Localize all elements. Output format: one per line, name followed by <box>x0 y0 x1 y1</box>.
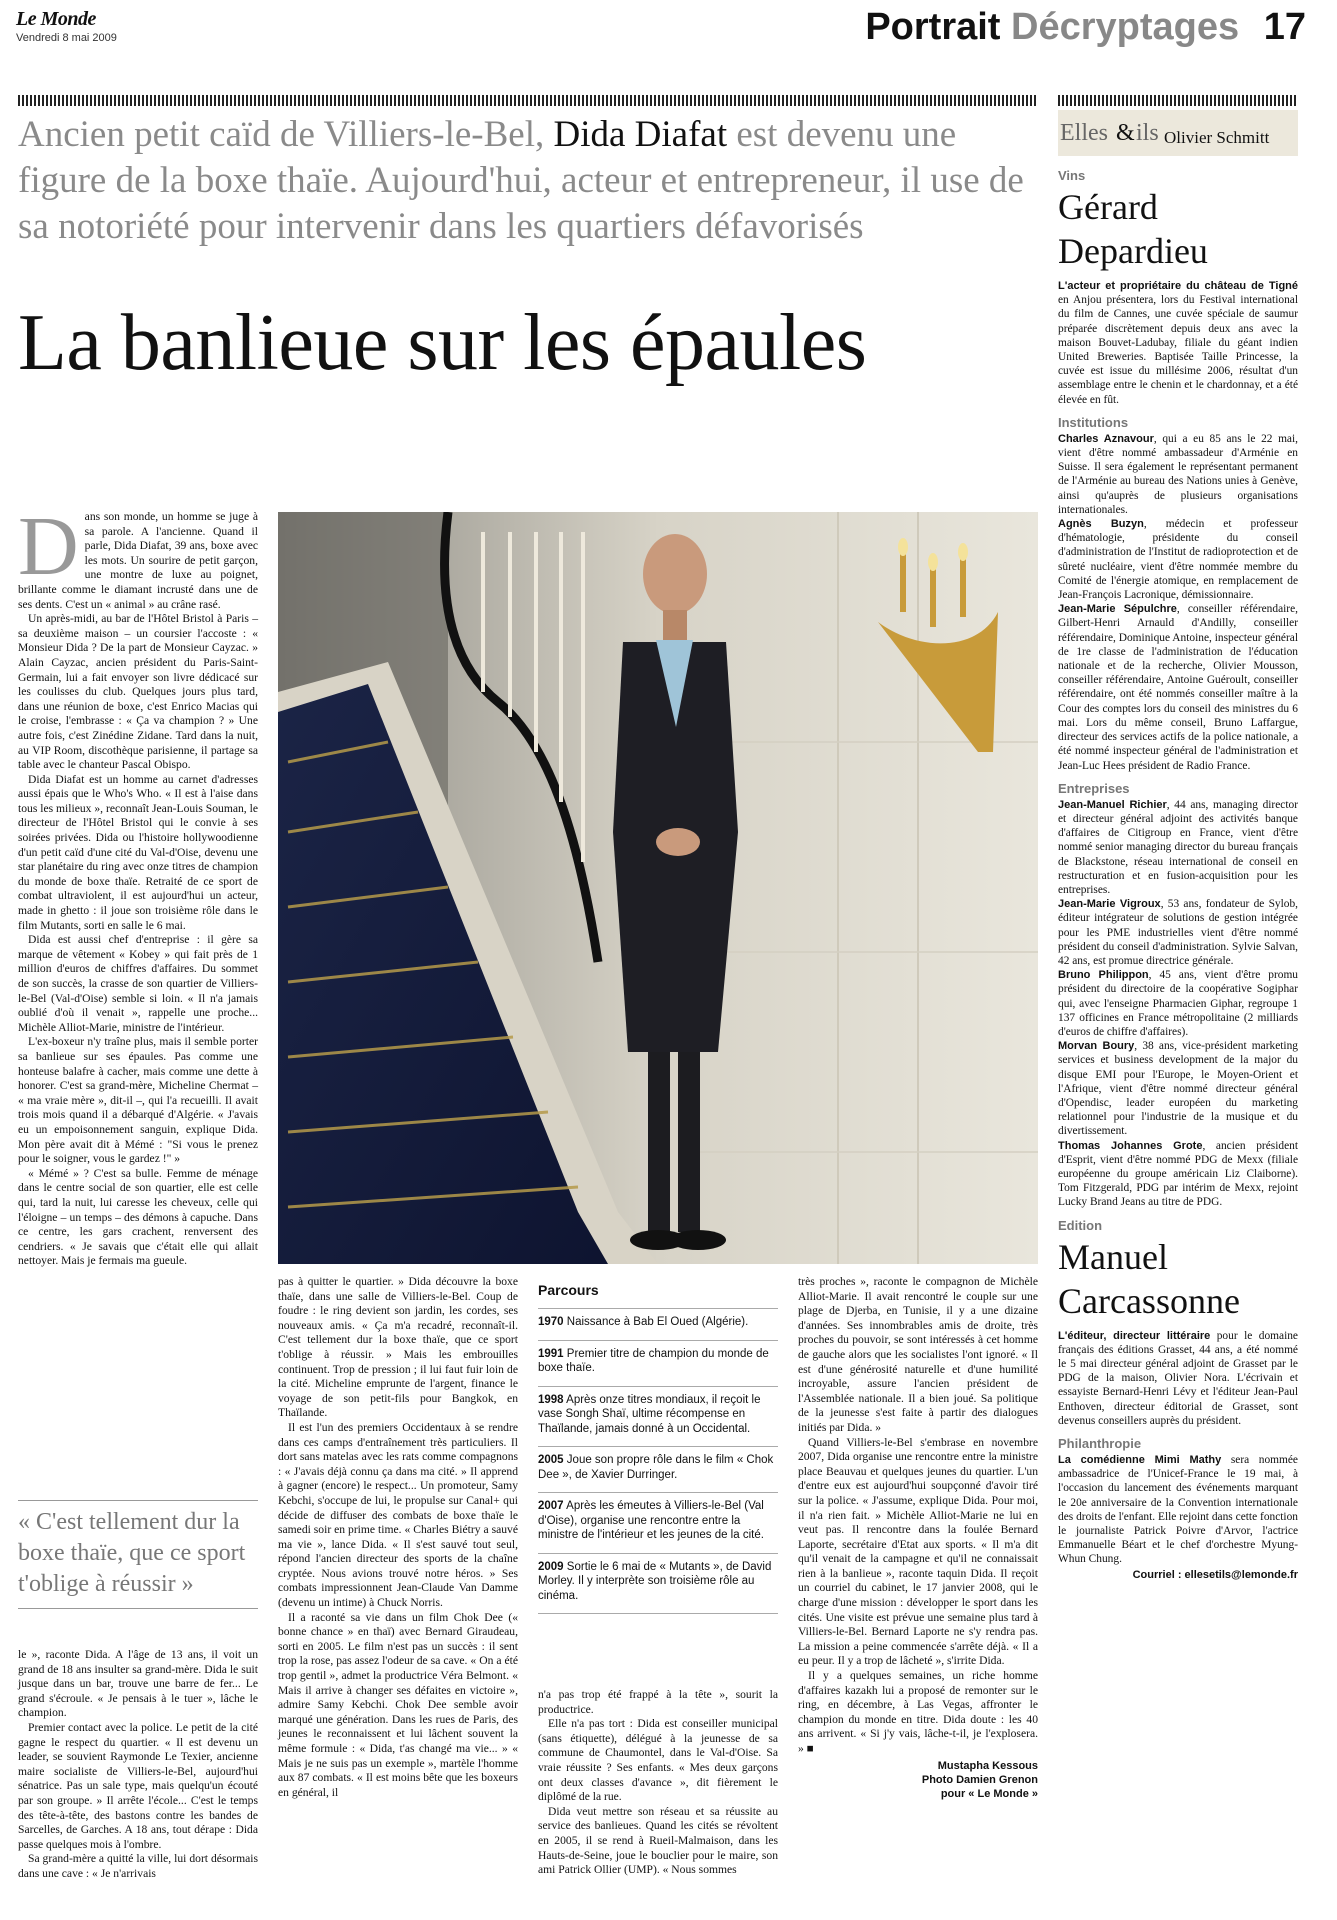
logo: Le Monde <box>16 8 96 30</box>
article-deck <box>18 112 1028 250</box>
brief-text: , conseiller référendaire, Gilbert-Henri Arnauld d'Andilly, conseiller référendaire, Dominique Antoine, inspecteur général de 1re classe de l'administration de l'éducation nationale et de la recherche, Olivier Mousson, conseiller référendaire, Antoine Guéroult, conseiller référendaire, ont été nommés conseiller maître à la Cour des comptes lors du conseil des ministres du 6 mai. Lors du même conseil, Bruno Laffargue, directeur des services actifs de la police nationale, a été nommé inspecteur général de l'administration et Jean-Luc Hees président de Radio France. <box>1058 603 1298 772</box>
section-label-institutions: Institutions <box>1058 414 1129 430</box>
article-column-1 <box>18 500 258 1269</box>
parcours-item <box>538 1340 778 1386</box>
parcours-text: Après onze titres mondiaux, il reçoit le vase Songh Shaï, ultime récompense en Thaïlande, jamais donné à un Occidental. <box>538 1393 761 1435</box>
paragraph: Il y a quelques semaines, un riche homme d'affaires kazakh lui a proposé de remonter sur le ring, en décembre, à Las Vegas, affronter le champion du monde en titre. Dida doute : les 40 ans arrivent. « Si j'y vais, lâche-t-il, je l'explosera. » ■ <box>798 1669 1038 1755</box>
parcours-year: 2007 <box>538 1500 564 1512</box>
paragraph: n'a pas trop été frappé à la tête », sourit la productrice. <box>538 1688 778 1716</box>
vins-text: en Anjou présentera, lors du Festival international du film de Cannes, une cuvée spéciale de saumur préparée discrètement depuis deux ans avec la maison Bouvet-Ladubay, filiale du géant indien United Breweries. Baptisée Taille Princesse, la cuvée est issue du millésime 2006, résultat d'un assemblage entre le chenin et le chardonnay, et a été élevée en fût. <box>1058 294 1298 406</box>
entreprises-body <box>1058 798 1298 1210</box>
vins-lead: L'acteur et propriétaire du château de Tigné <box>1058 280 1298 292</box>
parcours-item <box>538 1446 778 1492</box>
masthead <box>16 8 1306 56</box>
brief-text: , 44 ans, managing director et directeur général adjoint des activités banque d'affaires de Citigroup en France, vient d'être nommé senior managing director du bureau français de Blackstone, réseau international de conseil en restructuration et en fusion-acquisition pour les entreprises. <box>1058 798 1298 896</box>
edition-text: pour le domaine français des éditions Grasset, 44 ans, a été nommé le 5 mai directeur général adjoint de Grasset par le PDG de la maison, Olivier Nora. L'écrivain et essayiste Bernard-Henri Lévy et l'éditeur Jean-Paul Enthoven, directeur éditorial de Grasset, sont devenus conseillers auprès du président. <box>1058 1329 1298 1427</box>
institutions-body <box>1058 432 1298 773</box>
edition-name: Manuel Carcassonne <box>1058 1236 1240 1321</box>
brief-item <box>1058 897 1298 968</box>
parcours-item <box>538 1308 778 1340</box>
brief-item <box>1058 432 1298 517</box>
brief-item <box>1058 968 1298 1039</box>
brand-amp: & <box>1116 120 1135 146</box>
vins-body <box>1058 279 1298 407</box>
pull-quote <box>18 1500 258 1609</box>
paragraph: Dida Diafat est un homme au carnet d'adresses aussi épais que le Who's Who. « Il est à l'aise dans tous les milieux », reconnaît Jean-Louis Souman, le directeur de l'Hôtel Bristol qui le convie à ses soirées privées. Dida ou l'histoire hollywoodienne d'un petit caïd d'une cité du Val-d'Oise, devenu une star planétaire du ring avec onze titres de champion du monde de boxe thaïe. Retraité de ce sport de combat ultraviolent, il est aujourd'hui un acteur, made in ghetto : il joue son troisième rôle dans le film Mutants, sorti en salle le 6 mai. <box>18 772 258 932</box>
philanthropie-lead: La comédienne Mimi Mathy <box>1058 1454 1222 1467</box>
paragraph: « Mémé » ? C'est sa bulle. Femme de ménage dans le centre social de son quartier, elle est celle qui, tard la nuit, lui caresse les cheveux, celle qui l'éloigne – un temps – des démons à capuche. Dans ce centre, les gars crachent, renversent des cendriers. « Je savais que c'était elle qui allait nettoyer. Mais je fermais ma gueule. <box>18 1166 258 1268</box>
brief-text: , ancien président d'Esprit, vient d'être nommé PDG de Mexx (filiale européenne du groupe américain Liz Claiborne). Tom Fitzgerald, PDG par intérim de Mexx, rejoint Lucky Brand Jeans au titre de PDG. <box>1058 1139 1298 1209</box>
paragraph: Il a raconté sa vie dans un film Chok Dee (« bonne chance » en thaï) avec Bernard Giraudeau, sorti en 2005. Le film n'est pas un succès : il sent trop la rose, pas assez l'odeur de sa cave. « On a été trop gentil », admet la productrice Véra Belmont. « Mais il arrive à changer ses défaites en victoire », admire Samy Kebchi. Chok Dee semble avoir marqué une génération. Dans les rues de Paris, des jeunes le reconnaissent et lui lâchent souvent la même formule : « Dida, t'as changé ma vie... » « Mais je ne suis pas un exemple », martèle l'homme aux 87 combats. « Il est moins bête que les boxeurs en général, il <box>278 1610 518 1799</box>
parcours-text: Sortie le 6 mai de « Mutants », de David Morley. Il y interprète son troisième rôle au cinéma. <box>538 1560 772 1602</box>
brief-name: Jean-Marie Vigroux <box>1058 898 1161 911</box>
page-number: 17 <box>1263 6 1306 48</box>
article-column-2 <box>278 1275 518 1800</box>
sidebar-banner <box>1058 110 1298 156</box>
section-header <box>865 6 1306 49</box>
paragraph: Un après-midi, au bar de l'Hôtel Bristol à Paris – sa deuxième maison – un coursier l'accoste : « Monsieur Dida ? De la part de Monsieur Cayzac. » Alain Cayzac, ancien président du Paris-Saint-Germain, lui a fait envoyer son livre dédicacé sur les coulisses du club. Quelques jours plus tard, dans une réunion de boxe, c'est Enrico Macias qui le croise, l'embrasse : « Ça va champion ? » Une autre fois, c'est Zinédine Zidane. Tard dans la nuit, au VIP Room, discothèque parisienne, il partage sa table avec le chanteur Pascal Obispo. <box>18 612 258 772</box>
section-decryptages: Décryptages <box>1011 6 1240 48</box>
brief-item <box>1058 602 1298 772</box>
article-column-3b <box>538 1688 778 1878</box>
byline <box>798 1759 1038 1801</box>
courriel-link[interactable]: Courriel : ellesetils@lemonde.fr <box>1132 1568 1298 1581</box>
philanthropie-body <box>1058 1453 1298 1567</box>
dropcap: D <box>18 500 79 593</box>
section-label-edition: Edition <box>1058 1217 1103 1233</box>
brief-item <box>1058 517 1298 602</box>
portrait-photo <box>278 512 1038 1264</box>
brief-name: Jean-Manuel Richier <box>1058 798 1167 811</box>
paragraph: Dida est aussi chef d'entreprise : il gère sa marque de vêtement « Kobey » qui fait près de 1 million d'euros de chiffres d'affaires. Du sommet de son succès, la crasse de son quartier de Villiers-le-Bel (Val-d'Oise) semble si loin. « Il n'a jamais oublié d'où il venait », rappelle une proche... Michèle Alliot-Marie, ministre de l'intérieur. <box>18 933 258 1034</box>
parcours-year: 2009 <box>538 1560 564 1573</box>
issue-date: Vendredi 8 mai 2009 <box>16 32 117 44</box>
paragraph: Quand Villiers-le-Bel s'embrase en novembre 2007, Dida organise une rencontre entre la ministre place Beauvau et quelques jeunes du quartier. L'un d'entre eux est aujourd'hui soupçonné d'avoir tiré sur la police. « J'assume, explique Dida. Pour moi, il n'a rien fait. » Michèle Alliot-Marie ne lui en veut pas. Il rencontre dans la foulée Bernard Laporte, secrétaire d'Etat aux sports. « Il m'a dit qu'il venait de la campagne et qu'il ne connaissait rien à la banlieue », raconte taquin Dida. Il reçoit un courriel du cabinet, le 17 janvier 2008, qui le charge d'une mission : développer le sport dans les cités. Une visite est prévue une semaine plus tard à Villiers-le-Bel. Bernard Laporte ne s'y rendra pas. La mission a peine commencée s'arrête déjà. « Il a eu peur. Il y a trop de lâcheté », s'irrite Dida. <box>798 1435 1038 1668</box>
brand-ils: ils <box>1136 120 1159 146</box>
parcours-text: Naissance à Bab El Oued (Algérie). <box>566 1316 749 1328</box>
edition-lead: L'éditeur, directeur littéraire <box>1058 1329 1211 1342</box>
parcours-item <box>538 1386 778 1447</box>
sidebar <box>1058 110 1298 1581</box>
brief-name: Charles Aznavour <box>1058 432 1154 445</box>
parcours-text: Après les émeutes à Villiers-le-Bel (Val d'Oise), organise une rencontre entre la ministre de l'intérieur et les jeunes de la cité. <box>538 1500 764 1541</box>
brand-elles: Elles <box>1060 120 1108 146</box>
brief-name: Bruno Philippon <box>1058 969 1149 982</box>
brief-name: Thomas Johannes Grote <box>1058 1139 1203 1152</box>
parcours-year: 1991 <box>538 1347 564 1360</box>
brief-item <box>1058 1039 1298 1138</box>
brief-name: Jean-Marie Sépulchre <box>1058 603 1177 616</box>
section-label-entreprises: Entreprises <box>1058 780 1130 796</box>
sidebar-author: Olivier Schmitt <box>1164 128 1270 147</box>
brief-item <box>1058 798 1298 897</box>
section-label-vins: Vins <box>1058 168 1086 183</box>
paragraph: Sa grand-mère a quitté la ville, lui dort désormais dans une cave : « Je n'arrivais <box>18 1852 258 1880</box>
philanthropie-text: sera nommée ambassadrice de l'Unicef-France le 19 mai, à l'occasion du lancement des événements marquant le 20e anniversaire de la Convention internationale des droits de l'enfant. Elle rejoint dans cette fonction le journaliste Patrick Poivre d'Arvor, l'actrice Emmanuelle Béart et le chef d'orchestre Myung-Whun Chung. <box>1058 1454 1298 1566</box>
parcours-box <box>538 1282 778 1614</box>
parcours-year: 1970 <box>538 1316 564 1328</box>
parcours-item <box>538 1553 778 1615</box>
deck-intro: Ancien petit caïd de Villiers-le-Bel, <box>18 114 554 155</box>
paragraph: Dida veut mettre son réseau et sa réussite au service des banlieues. Quand les cités se révoltent en 2005, il se rend à Rueil-Malmaison, dans les Hauts-de-Seine, joue le bouclier pour le maire, son ami Patrick Ollier (UMP). « Nous sommes <box>538 1804 778 1877</box>
paragraph: pas à quitter le quartier. » Dida découvre la boxe thaïe, dans une salle de Villiers-le-Bel. Coup de foudre : le ring devient son jardin, les cordes, ses nouveaux amis. « Ça m'a recadré, reconnaît-il. C'est tellement dur la boxe thaïe, que ce sport t'oblige à réussir. » Mais les embrouilles continuent. Trop de pression ; il lui faut fuir loin de la cité. Micheline emprunte de l'argent, finance le voyage de son petit-fils pour Bangkok, en Thaïlande. <box>278 1275 518 1420</box>
photo-credit: Photo Damien Grenon <box>921 1773 1038 1786</box>
paragraph: L'ex-boxeur n'y traîne plus, mais il semble porter sa banlieue sur ses épaules. Pas comme une honteuse balafre à cacher, mais comme une dette à honorer. C'est sa grand-mère, Micheline Chermat – « ma vraie mère », dit-il –, qui l'a recueilli. Il avait trois mois quand il a débarqué d'Algérie. « J'avais eu un empoisonnement sanguin, explique Dida. Mon père avait dit à Mémé : "Si vous le prenez pour le soigner, vous le gardez !" » <box>18 1035 258 1166</box>
edition-body <box>1058 1329 1298 1428</box>
article-column-4 <box>798 1275 1038 1801</box>
brief-text: , qui a eu 85 ans le 22 mai, vient d'être nommé ambassadeur d'Arménie en Suisse. Il sera également le représentant permanent de l'Arménie au bureau des Nations unies à Genève, ainsi qu'auprès de plusieurs organisations internationales. <box>1058 432 1298 516</box>
brief-text: , médecin et professeur d'hématologie, présidente du conseil d'administration de l'Institut de radioprotection et de sûreté nucléaire, vient d'être nommée membre du Comité de l'énergie atomique, en remplacement de Jean-François Lacronique, démissionnaire. <box>1058 518 1298 602</box>
parcours-text: Premier titre de champion du monde de boxe thaïe. <box>538 1347 769 1374</box>
parcours-title: Parcours <box>538 1282 599 1298</box>
vins-name: Gérard Depardieu <box>1058 187 1208 271</box>
headline: La banlieue sur les épaules <box>18 299 867 387</box>
parcours-item <box>538 1492 778 1553</box>
parcours-year: 1998 <box>538 1393 564 1406</box>
sidebar-hatch-rule <box>1058 95 1298 106</box>
brief-text: , 38 ans, vice-président marketing services et business development de la major du disque EMI pour l'Europe, le Moyen-Orient et l'Afrique, vient d'être nommé directeur général d'Opendisc, leader européen du marketing relationnel pour l'industrie de la musique et du divertissement. <box>1058 1040 1298 1138</box>
brief-text: , 53 ans, fondateur de Sylob, éditeur intégrateur de solutions de gestion intégrée pour les PME industrielles vient d'être nommé président du conseil d'administration. Sylvie Salvan, 42 ans, est promue directrice générale. <box>1058 898 1299 967</box>
paragraph: très proches », raconte le compagnon de Michèle Alliot-Marie. Il avait rencontré le couple sur une plage de Djerba, en Tunisie, il y a une dizaine d'années. Ses innombrables amis de droite, très proches du pouvoir, se sont intéressés à cet homme de gauche alors que les socialistes l'ont ignoré. « Il est d'une générosité naturelle et d'une humilité incroyable, assure l'ancien président de l'Assemblée nationale. Il a bien joué. Sa politique de la jeunesse s'est faite à partir des dialogues initiés par Dida. » <box>798 1275 1038 1434</box>
brief-name: Agnès Buzyn <box>1058 518 1144 531</box>
brief-name: Morvan Boury <box>1058 1040 1135 1053</box>
deck-rest: est devenu une figure de la boxe thaïe. Aujourd'hui, acteur et entrepreneur, il use de sa notoriété pour intervenir dans les quartiers défavorisés <box>18 114 1024 247</box>
paragraph: le », raconte Dida. A l'âge de 13 ans, il voit un grand de 18 ans insulter sa grand-mère. Dida le suit jusque dans un bar, trouve une barre de fer... Le grand s'écroule. « Je pensais à le tuer », lâche le champion. <box>18 1648 258 1720</box>
section-label-philanthropie: Philanthropie <box>1058 1436 1142 1452</box>
pull-quote-text: « C'est tellement dur la boxe thaïe, que ce sport t'oblige à réussir » <box>18 1509 246 1597</box>
paragraph: Il est l'un des premiers Occidentaux à se rendre dans ces camps d'entraînement très particuliers. Il dort sans matelas avec les rats comme compagnons : « J'avais déjà connu ça dans ma cité. » Il apprend à gagner (encore) le respect... Un promoteur, Samy Kebchi, s'occupe de lui, le propulse sur Canal+ qui décide de diffuser des combats de boxe thaïe le samedi soir en prime time. « Charles Biétry a sauvé ma vie », lance Dida. « Il s'est sauvé tout seul, répond l'ancien directeur des sports de la chaîne cryptée. Nous avions trouvé notre héros. » Ses combats impressionnent Jean-Claude Van Damme (devenu un intime) à Chuck Norris. <box>278 1420 518 1610</box>
article-column-1b <box>18 1648 258 1882</box>
brief-text: , 45 ans, vient d'être promu président du directoire de la coopérative Sogiphar qui, avec l'enseigne Pharmacien Giphar, regroupe 1 137 officines en France métropolitaine (2 milliards d'euros de chiffre d'affaires). <box>1058 969 1299 1038</box>
section-portrait: Portrait <box>865 6 1001 48</box>
paragraph: Elle n'a pas tort : Dida est conseiller municipal (sans étiquette), délégué à la jeunesse de sa commune de Chaumontel, dans le Val-d'Oise. Sa vraie réussite ? Ses enfants. « Mes deux garçons ont deux classes d'avance », dit fièrement le diplômé de la rue. <box>538 1717 778 1804</box>
main-hatch-rule <box>18 95 1036 106</box>
paragraph: ans son monde, un homme se juge à sa parole. A l'ancienne. Quand il parle, Dida Diafat, 39 ans, boxe avec les mots. Un sourire de petit garçon, une montre de luxe au poignet, brillante comme le diamant incrusté dans une de ses dents. C'est un « animal » au crâne rasé. <box>18 510 258 611</box>
deck-name: Dida Diafat <box>553 114 728 155</box>
parcours-text: Joue son propre rôle dans le film « Chok Dee », de Xavier Durringer. <box>538 1454 774 1481</box>
photo-credit-for: pour « Le Monde » <box>940 1787 1038 1800</box>
paragraph: Premier contact avec la police. Le petit de la cité gagne le respect du quartier. « Il est devenu un leader, se souvient Raymonde Le Texier, ancienne maire socialiste de Villiers-le-Bel, aujourd'hui sénatrice. Pas un sale type, mais quelqu'un écouté par son groupe. » Il arrête l'école... C'est le temps des tête-à-tête, des bastons contre les bandes de Sarcelles, de Garches. A 18 ans, tout dérape : Dida passe quelques mois à l'ombre. <box>18 1720 258 1851</box>
brief-item <box>1058 1139 1298 1210</box>
byline-author: Mustapha Kessous <box>937 1759 1038 1772</box>
parcours-year: 2005 <box>538 1454 564 1466</box>
photo-illustration <box>278 512 1038 1264</box>
